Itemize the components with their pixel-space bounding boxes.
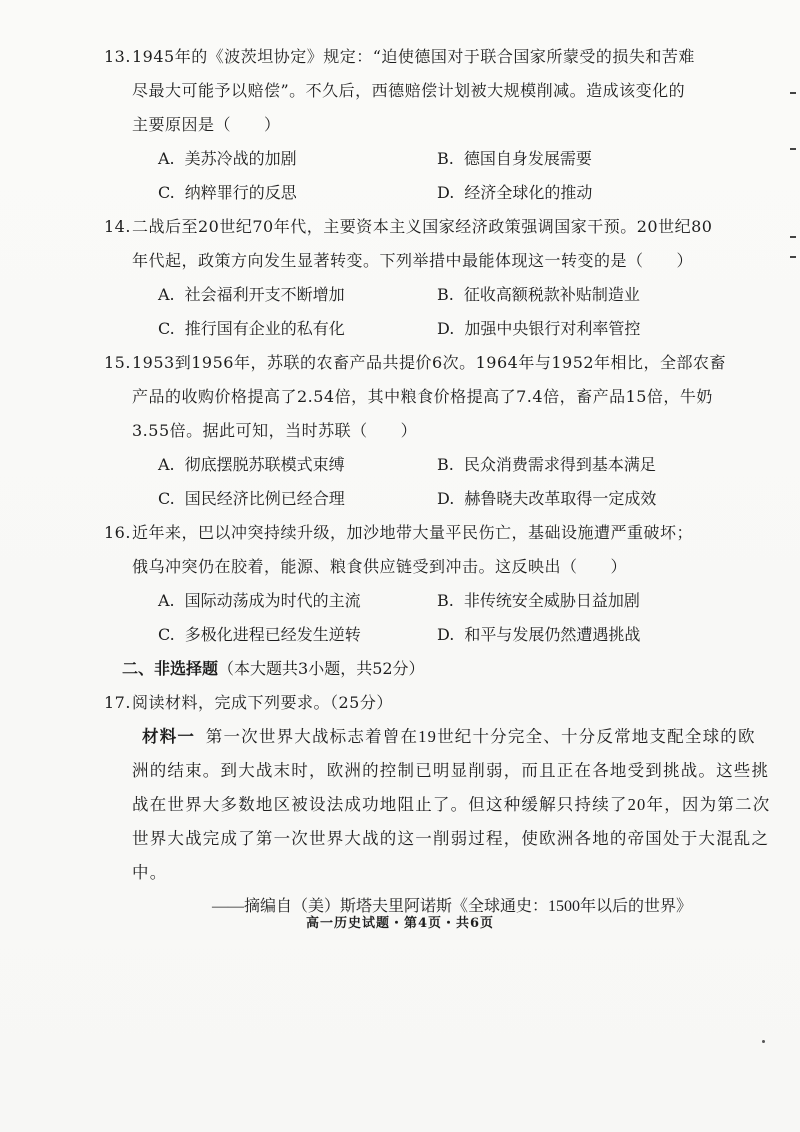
- question-16-options-row-1: [132, 584, 722, 618]
- option-14-a: A. 社会福利开支不断增加: [158, 285, 345, 304]
- option-15-c: C. 国民经济比例已经合理: [158, 489, 345, 508]
- question-14-line-1: 14.二战后至20世纪70年代，主要资本主义国家经济政策强调国家干预。20世纪80: [132, 210, 722, 244]
- option-15-a: A. 彻底摆脱苏联模式束缚: [158, 455, 345, 474]
- material-label: 材料一: [142, 727, 196, 746]
- question-15: [104, 346, 727, 516]
- material-line-4: 世界大战完成了第一次世界大战的这一削弱过程，使欧洲各地的帝国处于大混乱之: [132, 829, 770, 848]
- section-heading: 二、非选择题: [122, 659, 219, 678]
- question-16-options-row-2: [132, 618, 722, 652]
- option-16-d: D. 和平与发展仍然遭遇挑战: [437, 625, 641, 644]
- option-14-c: C. 推行国有企业的私有化: [158, 319, 345, 338]
- material-passage: [132, 720, 771, 924]
- question-15-line-2: 产品的收购价格提高了2.54倍，其中粮食价格提高了7.4倍，畜产品15倍，牛奶: [132, 387, 713, 406]
- question-16-line-1: 16.近年来，巴以冲突持续升级，加沙地带大量平民伤亡，基础设施遭严重破坏；: [132, 516, 722, 550]
- question-16-line-2: 俄乌冲突仍在胶着，能源、粮食供应链受到冲击。这反映出（ ）: [132, 557, 628, 576]
- material-line-2: 洲的结束。到大战末时，欧洲的控制已明显削弱，而且正在各地受到挑战。这些挑: [132, 761, 770, 780]
- question-13-line-1: 13.1945年的《波茨坦协定》规定：“迫使德国对于联合国家所蒙受的损失和苦难: [132, 40, 722, 74]
- question-13-number: 13.: [104, 47, 131, 66]
- question-17-prompt: 17.阅读材料，完成下列要求。（25分）: [132, 686, 722, 720]
- question-14: [104, 210, 722, 346]
- scan-edge-mark: [790, 256, 796, 258]
- question-13-options-row-1: [132, 142, 722, 176]
- question-13-line-3: 主要原因是（ ）: [132, 115, 281, 134]
- option-14-b: B. 征收高额税款补贴制造业: [437, 285, 640, 304]
- option-15-b: B. 民众消费需求得到基本满足: [437, 455, 656, 474]
- question-16-number: 16.: [104, 523, 131, 542]
- exam-content: [104, 40, 771, 924]
- option-13-d: D. 经济全球化的推动: [437, 183, 593, 202]
- option-13-c: C. 纳粹罪行的反思: [158, 183, 297, 202]
- question-17-number: 17.: [104, 693, 131, 712]
- material-line-5: 中。: [132, 863, 168, 882]
- section-title: [122, 652, 722, 686]
- option-15-d: D. 赫鲁晓夫改革取得一定成效: [437, 489, 657, 508]
- option-13-a: A. 美苏冷战的加剧: [158, 149, 297, 168]
- scan-edge-mark: [790, 236, 796, 238]
- question-14-line-2: 年代起，政策方向发生显著转变。下列举措中最能体现这一转变的是（ ）: [132, 251, 694, 270]
- question-14-options-row-1: [132, 278, 722, 312]
- option-16-a: A. 国际动荡成为时代的主流: [158, 591, 361, 610]
- question-16: [104, 516, 722, 652]
- option-13-b: B. 德国自身发展需要: [437, 149, 592, 168]
- option-16-c: C. 多极化进程已经发生逆转: [158, 625, 361, 644]
- question-13-options-row-2: [132, 176, 722, 210]
- question-15-options-row-1: [132, 448, 722, 482]
- page-footer: 高一历史试题・第4页・共6页: [305, 916, 495, 931]
- question-14-options-row-2: [132, 312, 722, 346]
- section-detail: （本大题共3小题，共52分）: [218, 659, 425, 678]
- question-15-number: 15.: [104, 353, 131, 372]
- material-source: ——摘编自（美）斯塔夫里阿诺斯《全球通史：1500年以后的世界》: [211, 898, 692, 915]
- option-14-d: D. 加强中央银行对利率管控: [437, 319, 641, 338]
- scan-edge-mark: [790, 148, 796, 150]
- material-line-3: 战在世界大多数地区被设法成功地阻止了。但这种缓解只持续了20年，因为第二次: [132, 795, 771, 814]
- scan-edge-mark: [790, 92, 796, 94]
- question-13: [104, 40, 722, 210]
- question-13-line-2: 尽最大可能予以赔偿”。不久后，西德赔偿计划被大规模削减。造成该变化的: [132, 81, 686, 100]
- option-16-b: B. 非传统安全威胁日益加剧: [437, 591, 640, 610]
- material-line-1: 材料一 第一次世界大战标志着曾在19世纪十分完全、十分反常地支配全球的欧: [142, 727, 756, 746]
- question-15-options-row-2: [132, 482, 722, 516]
- scan-dot-mark: [762, 1040, 765, 1043]
- question-15-line-1: 15.1953到1956年，苏联的农畜产品共提价6次。1964年与1952年相比，全部农畜: [132, 346, 722, 380]
- question-15-line-3: 3.55倍。据此可知，当时苏联（ ）: [132, 421, 418, 440]
- question-14-number: 14.: [104, 217, 131, 236]
